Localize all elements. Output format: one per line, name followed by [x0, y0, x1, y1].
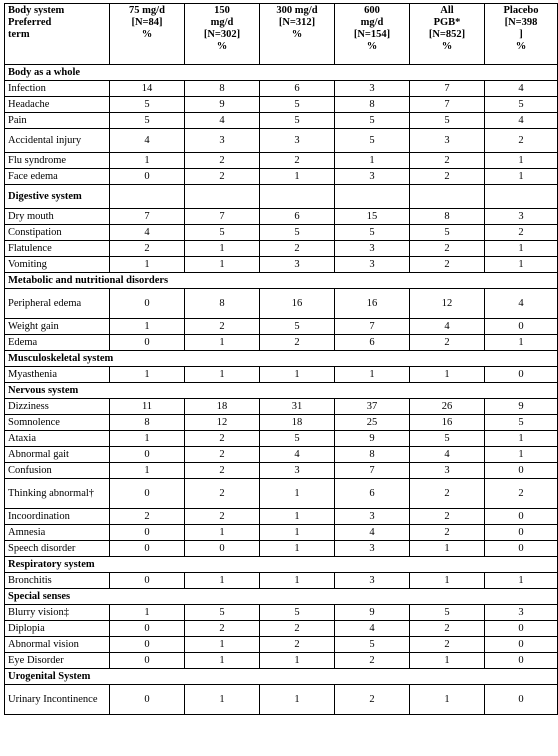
value-cell: 4	[485, 289, 558, 319]
value-cell: 4	[335, 621, 410, 637]
value-cell: 2	[410, 169, 485, 185]
term-cell: Vomiting	[5, 257, 110, 273]
value-cell: 2	[410, 621, 485, 637]
table-row	[5, 335, 558, 351]
value-cell: 1	[185, 367, 260, 383]
header-line: term	[8, 29, 30, 40]
value-cell: 1	[260, 169, 335, 185]
table-row	[5, 637, 558, 653]
value-cell: 5	[335, 637, 410, 653]
value-cell: 0	[110, 685, 185, 715]
term-cell: Dry mouth	[5, 209, 110, 225]
section-row	[5, 65, 558, 81]
value-cell: 2	[260, 335, 335, 351]
value-cell: 1	[260, 573, 335, 589]
table-row	[5, 399, 558, 415]
table-row	[5, 241, 558, 257]
section-row	[5, 273, 558, 289]
term-cell: Edema	[5, 335, 110, 351]
table-row	[5, 525, 558, 541]
value-cell: 6	[335, 335, 410, 351]
value-cell: 5	[260, 97, 335, 113]
value-cell: 2	[260, 637, 335, 653]
value-cell	[260, 185, 335, 209]
section-row	[5, 589, 558, 605]
value-cell: 1	[260, 525, 335, 541]
value-cell: 2	[485, 225, 558, 241]
value-cell: 3	[485, 605, 558, 621]
value-cell: 3	[335, 169, 410, 185]
value-cell: 4	[410, 447, 485, 463]
table-row	[5, 447, 558, 463]
value-cell: 5	[335, 225, 410, 241]
value-cell: 8	[185, 289, 260, 319]
value-cell: 1	[185, 685, 260, 715]
table-body	[5, 65, 558, 715]
value-cell: 11	[110, 399, 185, 415]
value-cell: 2	[410, 509, 485, 525]
header-col-1	[110, 4, 185, 65]
value-cell: 1	[185, 335, 260, 351]
header-line: [N=398	[504, 17, 538, 28]
value-cell: 3	[335, 573, 410, 589]
value-cell: 5	[185, 605, 260, 621]
header-line: mg/d	[360, 17, 384, 28]
value-cell: 3	[260, 257, 335, 273]
header-line: [N=302]	[203, 29, 241, 40]
term-cell: Eye Disorder	[5, 653, 110, 669]
value-cell: 0	[485, 621, 558, 637]
value-cell: 0	[110, 447, 185, 463]
term-cell: Thinking abnormal†	[5, 479, 110, 509]
value-cell: 7	[410, 81, 485, 97]
value-cell: 5	[485, 415, 558, 431]
value-cell: 37	[335, 399, 410, 415]
value-cell: 18	[185, 399, 260, 415]
value-cell: 1	[110, 257, 185, 273]
header-line: Body system	[8, 5, 65, 16]
value-cell: 8	[185, 81, 260, 97]
header-line: 150	[214, 5, 230, 16]
table-row	[5, 113, 558, 129]
value-cell: 1	[110, 367, 185, 383]
value-cell: 0	[485, 367, 558, 383]
value-cell: 5	[260, 319, 335, 335]
value-cell: 5	[410, 113, 485, 129]
table-row	[5, 605, 558, 621]
term-cell: Abnormal vision	[5, 637, 110, 653]
header-line: 300 mg/d	[276, 5, 318, 16]
value-cell: 6	[335, 479, 410, 509]
table-row	[5, 685, 558, 715]
value-cell: 2	[410, 241, 485, 257]
value-cell: 8	[410, 209, 485, 225]
term-cell: Abnormal gait	[5, 447, 110, 463]
table-row	[5, 415, 558, 431]
header-line: %	[366, 41, 378, 52]
term-cell: Bronchitis	[5, 573, 110, 589]
value-cell: 5	[110, 113, 185, 129]
table-row	[5, 81, 558, 97]
term-cell: Accidental injury	[5, 129, 110, 153]
adverse-events-table	[4, 3, 558, 715]
table-row	[5, 225, 558, 241]
header-line: [N=84]	[131, 17, 163, 28]
value-cell: 2	[185, 153, 260, 169]
value-cell: 1	[485, 447, 558, 463]
value-cell: 8	[110, 415, 185, 431]
value-cell	[410, 185, 485, 209]
value-cell: 3	[485, 209, 558, 225]
value-cell: 1	[485, 335, 558, 351]
value-cell: 2	[410, 335, 485, 351]
value-cell: 3	[185, 129, 260, 153]
section-label: Musculoskeletal system	[5, 351, 558, 367]
value-cell: 1	[260, 479, 335, 509]
value-cell: 1	[185, 525, 260, 541]
value-cell: 1	[260, 685, 335, 715]
value-cell: 0	[110, 335, 185, 351]
value-cell: 3	[260, 463, 335, 479]
header-line: 600	[364, 5, 380, 16]
value-cell: 1	[410, 653, 485, 669]
value-cell: 5	[410, 431, 485, 447]
value-cell: 1	[110, 431, 185, 447]
value-cell: 1	[335, 367, 410, 383]
header-line: %	[291, 29, 303, 40]
value-cell: 7	[110, 209, 185, 225]
term-cell: Dizziness	[5, 399, 110, 415]
value-cell: 12	[410, 289, 485, 319]
value-cell: 3	[335, 541, 410, 557]
value-cell: 0	[485, 685, 558, 715]
value-cell: 2	[185, 509, 260, 525]
value-cell: 1	[335, 153, 410, 169]
value-cell: 3	[260, 129, 335, 153]
value-cell: 5	[260, 113, 335, 129]
value-cell: 9	[185, 97, 260, 113]
value-cell: 1	[110, 605, 185, 621]
value-cell: 1	[110, 153, 185, 169]
value-cell: 1	[260, 653, 335, 669]
header-col-3	[260, 4, 335, 65]
value-cell: 7	[185, 209, 260, 225]
value-cell: 9	[335, 431, 410, 447]
value-cell: 4	[110, 129, 185, 153]
value-cell: 3	[335, 509, 410, 525]
value-cell: 1	[485, 257, 558, 273]
value-cell: 12	[185, 415, 260, 431]
value-cell: 0	[485, 525, 558, 541]
value-cell: 2	[260, 153, 335, 169]
table-row	[5, 185, 558, 209]
term-cell: Infection	[5, 81, 110, 97]
table-row	[5, 289, 558, 319]
value-cell: 1	[485, 431, 558, 447]
value-cell	[485, 185, 558, 209]
value-cell: 1	[485, 169, 558, 185]
value-cell: 5	[410, 605, 485, 621]
value-cell: 3	[335, 241, 410, 257]
value-cell: 2	[185, 479, 260, 509]
value-cell: 4	[410, 319, 485, 335]
value-cell: 2	[185, 447, 260, 463]
value-cell: 0	[110, 169, 185, 185]
term-cell: Speech disorder	[5, 541, 110, 557]
value-cell: 1	[185, 257, 260, 273]
value-cell: 16	[335, 289, 410, 319]
value-cell: 0	[110, 541, 185, 557]
value-cell: 1	[185, 653, 260, 669]
term-cell: Flatulence	[5, 241, 110, 257]
term-cell: Confusion	[5, 463, 110, 479]
value-cell: 2	[185, 431, 260, 447]
value-cell: 9	[485, 399, 558, 415]
value-cell: 5	[260, 225, 335, 241]
value-cell: 2	[485, 129, 558, 153]
term-cell: Face edema	[5, 169, 110, 185]
value-cell: 2	[185, 169, 260, 185]
value-cell: 15	[335, 209, 410, 225]
header-line: mg/d	[210, 17, 234, 28]
header-line: [N=154]	[353, 29, 391, 40]
term-cell: Digestive system	[5, 185, 110, 209]
table-row	[5, 209, 558, 225]
value-cell: 26	[410, 399, 485, 415]
value-cell: 25	[335, 415, 410, 431]
value-cell: 0	[485, 653, 558, 669]
value-cell: 2	[185, 319, 260, 335]
term-cell: Incoordination	[5, 509, 110, 525]
term-cell: Constipation	[5, 225, 110, 241]
value-cell: 1	[185, 241, 260, 257]
value-cell: 5	[260, 431, 335, 447]
value-cell: 4	[260, 447, 335, 463]
value-cell: 2	[335, 653, 410, 669]
value-cell: 4	[485, 81, 558, 97]
header-line: PGB*	[433, 17, 461, 28]
value-cell: 1	[410, 685, 485, 715]
value-cell: 2	[260, 621, 335, 637]
header-line: All	[440, 5, 454, 16]
section-row	[5, 351, 558, 367]
table-row	[5, 319, 558, 335]
value-cell: 0	[110, 525, 185, 541]
value-cell: 4	[185, 113, 260, 129]
value-cell: 3	[410, 129, 485, 153]
value-cell: 31	[260, 399, 335, 415]
value-cell: 2	[410, 479, 485, 509]
value-cell: 1	[260, 541, 335, 557]
value-cell: 18	[260, 415, 335, 431]
value-cell: 1	[185, 637, 260, 653]
term-cell: Urinary Incontinence	[5, 685, 110, 715]
term-cell: Weight gain	[5, 319, 110, 335]
section-row	[5, 383, 558, 399]
value-cell: 1	[485, 153, 558, 169]
value-cell: 3	[335, 257, 410, 273]
value-cell: 5	[110, 97, 185, 113]
table-row	[5, 431, 558, 447]
value-cell: 0	[110, 573, 185, 589]
value-cell: 4	[110, 225, 185, 241]
header-col-4	[335, 4, 410, 65]
value-cell: 0	[110, 637, 185, 653]
term-cell: Myasthenia	[5, 367, 110, 383]
value-cell: 16	[260, 289, 335, 319]
value-cell: 1	[410, 367, 485, 383]
header-line: [N=312]	[278, 17, 316, 28]
value-cell: 14	[110, 81, 185, 97]
value-cell: 2	[110, 241, 185, 257]
header-line: 75 mg/d	[129, 5, 165, 16]
value-cell: 0	[110, 479, 185, 509]
value-cell: 2	[185, 621, 260, 637]
table-row	[5, 573, 558, 589]
term-cell: Somnolence	[5, 415, 110, 431]
value-cell: 16	[410, 415, 485, 431]
value-cell: 5	[260, 605, 335, 621]
table-row	[5, 97, 558, 113]
section-row	[5, 669, 558, 685]
header-line: Preferred	[8, 17, 52, 28]
table-row	[5, 509, 558, 525]
value-cell: 2	[410, 153, 485, 169]
value-cell: 5	[335, 129, 410, 153]
value-cell: 1	[260, 509, 335, 525]
value-cell: 0	[485, 509, 558, 525]
table-row	[5, 257, 558, 273]
value-cell: 3	[335, 81, 410, 97]
table-row	[5, 153, 558, 169]
header-row	[5, 4, 558, 65]
header-line: %	[441, 41, 453, 52]
value-cell: 1	[485, 573, 558, 589]
value-cell: 1	[410, 541, 485, 557]
value-cell: 0	[110, 621, 185, 637]
term-cell: Diplopia	[5, 621, 110, 637]
value-cell: 1	[110, 319, 185, 335]
table-row	[5, 621, 558, 637]
value-cell: 0	[110, 289, 185, 319]
value-cell: 2	[185, 463, 260, 479]
table-row	[5, 169, 558, 185]
header-body-system	[5, 4, 110, 65]
value-cell: 0	[485, 463, 558, 479]
section-label: Nervous system	[5, 383, 558, 399]
value-cell: 2	[410, 525, 485, 541]
value-cell: 1	[110, 463, 185, 479]
value-cell: 0	[485, 541, 558, 557]
value-cell: 3	[410, 463, 485, 479]
section-label: Special senses	[5, 589, 558, 605]
value-cell: 6	[260, 209, 335, 225]
value-cell: 1	[260, 367, 335, 383]
value-cell: 6	[260, 81, 335, 97]
value-cell: 9	[335, 605, 410, 621]
value-cell: 7	[335, 319, 410, 335]
term-cell: Blurry vision‡	[5, 605, 110, 621]
term-cell: Flu syndrome	[5, 153, 110, 169]
value-cell	[110, 185, 185, 209]
table-row	[5, 367, 558, 383]
header-line: %	[141, 29, 153, 40]
header-line: %	[515, 41, 527, 52]
value-cell: 4	[335, 525, 410, 541]
value-cell: 8	[335, 447, 410, 463]
table-row	[5, 653, 558, 669]
term-cell: Headache	[5, 97, 110, 113]
term-cell: Amnesia	[5, 525, 110, 541]
table-row	[5, 129, 558, 153]
term-cell: Pain	[5, 113, 110, 129]
value-cell: 4	[485, 113, 558, 129]
header-line: ]	[519, 29, 523, 40]
value-cell: 5	[485, 97, 558, 113]
value-cell: 0	[185, 541, 260, 557]
table-row	[5, 541, 558, 557]
header-line: Placebo	[503, 5, 539, 16]
section-label: Respiratory system	[5, 557, 558, 573]
table-row	[5, 479, 558, 509]
value-cell: 2	[110, 509, 185, 525]
value-cell: 2	[260, 241, 335, 257]
header-line: [N=852]	[428, 29, 466, 40]
section-label: Urogenital System	[5, 669, 558, 685]
value-cell: 0	[485, 319, 558, 335]
value-cell	[335, 185, 410, 209]
value-cell: 5	[185, 225, 260, 241]
header-col-6	[485, 4, 558, 65]
value-cell: 1	[485, 241, 558, 257]
value-cell: 2	[410, 637, 485, 653]
value-cell: 7	[410, 97, 485, 113]
value-cell	[185, 185, 260, 209]
value-cell: 5	[335, 113, 410, 129]
header-col-5	[410, 4, 485, 65]
value-cell: 5	[410, 225, 485, 241]
term-cell: Ataxia	[5, 431, 110, 447]
term-cell: Peripheral edema	[5, 289, 110, 319]
value-cell: 1	[185, 573, 260, 589]
value-cell: 1	[410, 573, 485, 589]
section-label: Metabolic and nutritional disorders	[5, 273, 558, 289]
value-cell: 2	[335, 685, 410, 715]
value-cell: 7	[335, 463, 410, 479]
section-label: Body as a whole	[5, 65, 558, 81]
value-cell: 2	[485, 479, 558, 509]
value-cell: 0	[110, 653, 185, 669]
table-row	[5, 463, 558, 479]
section-row	[5, 557, 558, 573]
value-cell: 2	[410, 257, 485, 273]
value-cell: 8	[335, 97, 410, 113]
header-col-2	[185, 4, 260, 65]
value-cell: 0	[485, 637, 558, 653]
header-line: %	[216, 41, 228, 52]
